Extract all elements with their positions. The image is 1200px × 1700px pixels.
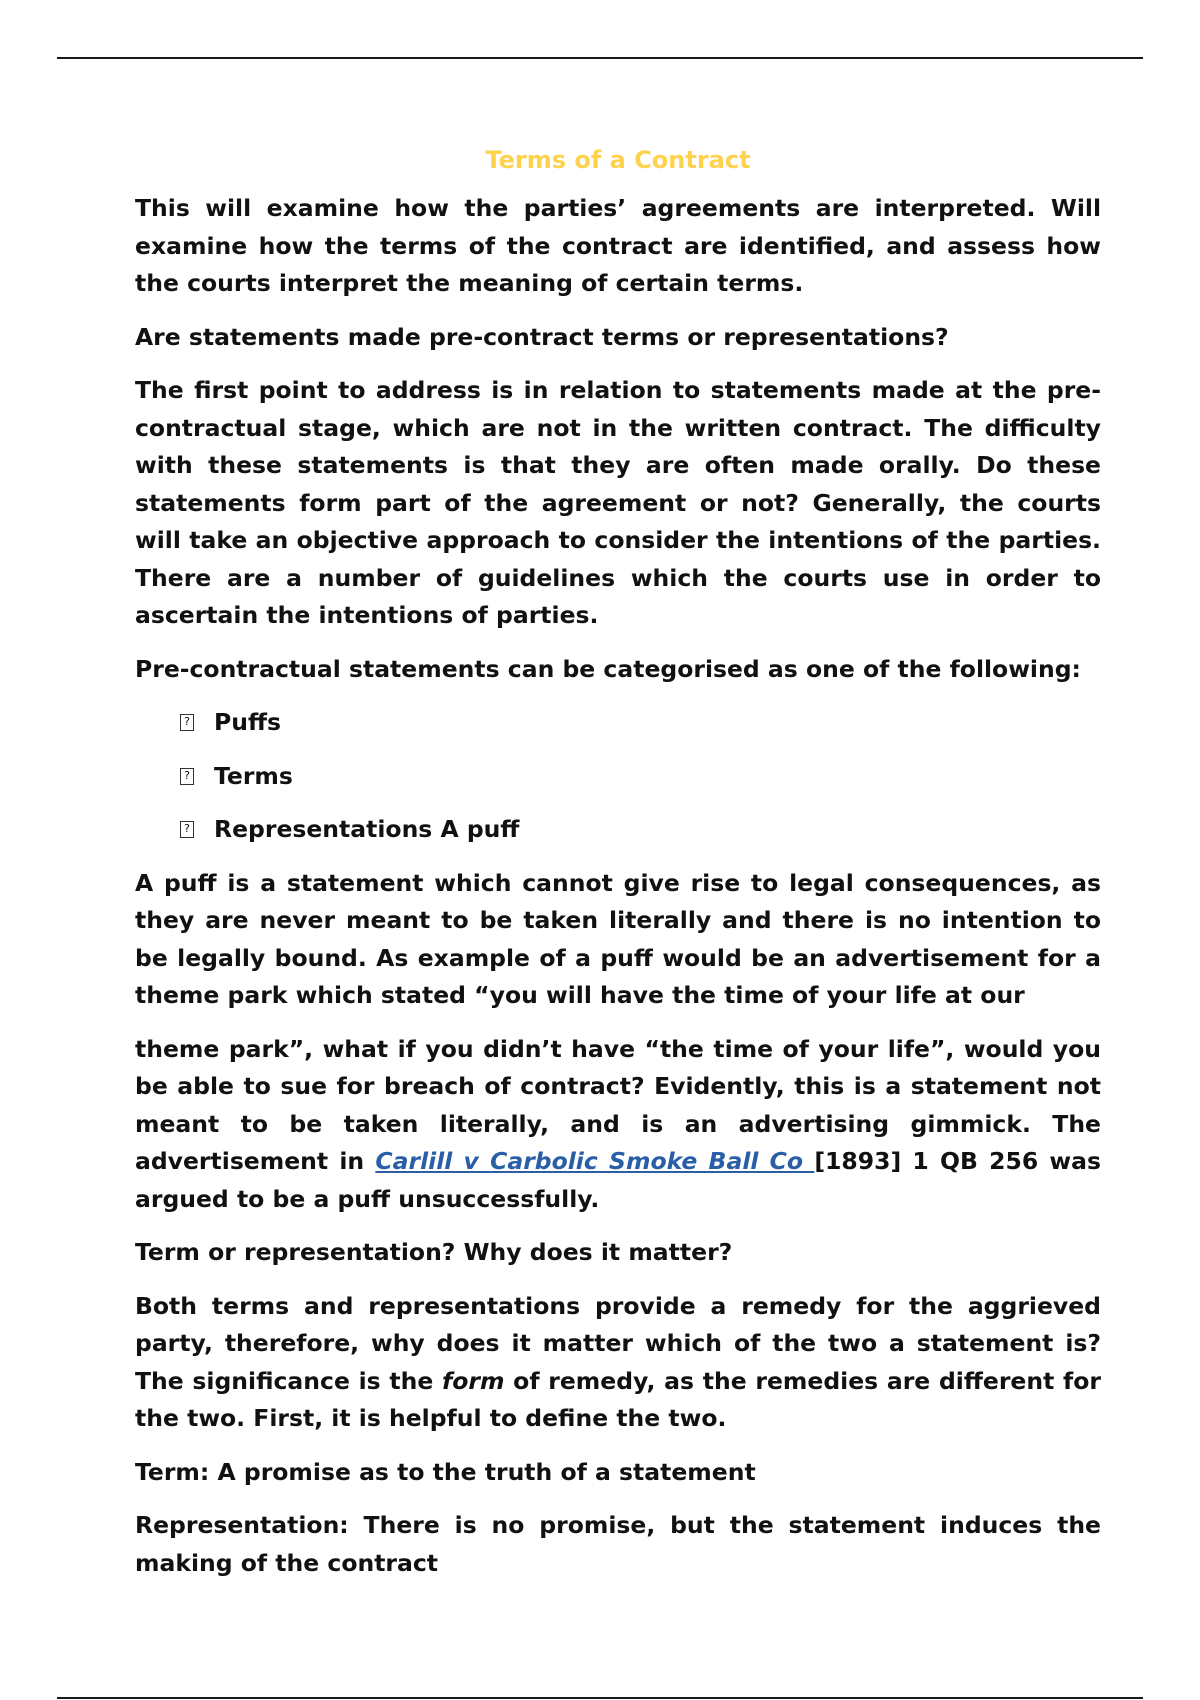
puff-paragraph: A puff is a statement which cannot give rise to legal consequences, as they are never meant to be taken literally and there is no intention to be legally bound. As example of a puff would be an advertisement for a theme park which stated “you will have the time of your life at our	[135, 868, 1101, 1009]
header-rule	[57, 57, 1143, 59]
list-item	[180, 704, 1101, 742]
case-link-carlill[interactable]: Carlill v Carbolic Smoke Ball Co	[375, 1147, 815, 1175]
representation-definition: Representation: There is no promise, but the statement induces the making of the contract	[135, 1511, 1101, 1577]
missing-glyph-icon: ?	[180, 714, 194, 731]
remedy-text-start: Both terms and representations provide a remedy for the aggrieved party, therefore, why does it matter which of the two a statement is? The significance is the	[135, 1291, 1101, 1395]
intro-paragraph: This will examine how the parties’ agreements are interpreted. Will examine how the terms of the contract are identified, and assess how the courts interpret the meaning of certain terms.	[135, 194, 1101, 297]
list-item-label: Terms	[214, 761, 293, 790]
list-item-label: Puffs	[214, 708, 281, 736]
remedy-emphasis: form	[442, 1366, 505, 1395]
missing-glyph-icon: ?	[180, 821, 194, 838]
list-item-label: Representations A puff	[214, 815, 520, 843]
section-heading-terms-or-representations: Are statements made pre-contract terms or representations?	[135, 322, 949, 351]
section-heading-why-it-matters: Term or representation? Why does it matter?	[135, 1238, 733, 1266]
term-definition: Term: A promise as to the truth of a statement	[135, 1457, 756, 1486]
remedy-text-end: of remedy, as the remedies are different for the two. First, it is helpful to define the two.	[135, 1366, 1101, 1432]
puff-paragraph-continued	[135, 1031, 1101, 1219]
pre-contract-statements-paragraph: The first point to address is in relation to statements made at the pre-contractual stage, which are not in the written contract. The difficulty with these statements is that they are often made orally. Do these statements form part of the agreement or not? Generally, the courts will take an objective approach to consider the intentions of the parties. There are a number of guidelines which the courts use in order to ascertain the intentions of parties.	[135, 376, 1101, 629]
document-title: Terms of a Contract	[485, 146, 751, 174]
list-item	[180, 758, 1101, 796]
missing-glyph-icon: ?	[180, 768, 194, 785]
puff-continued-text: theme park”, what if you didn’t have “the time of your life”, would you be able to sue for breach of contract? Evidently, this is a statement not meant to be taken literally, and is an advertising gimmick. The advertisement in	[135, 1034, 1101, 1175]
categories-intro: Pre-contractual statements can be categorised as one of the following:	[135, 654, 1081, 683]
footer-rule	[57, 1697, 1143, 1699]
categories-list	[135, 704, 1101, 849]
remedy-paragraph	[135, 1288, 1101, 1438]
list-item	[180, 811, 1101, 849]
document-page	[135, 140, 1101, 1598]
case-citation-text: [1893] 1 QB 256 was argued to be a puff unsuccessfully.	[135, 1147, 1101, 1213]
